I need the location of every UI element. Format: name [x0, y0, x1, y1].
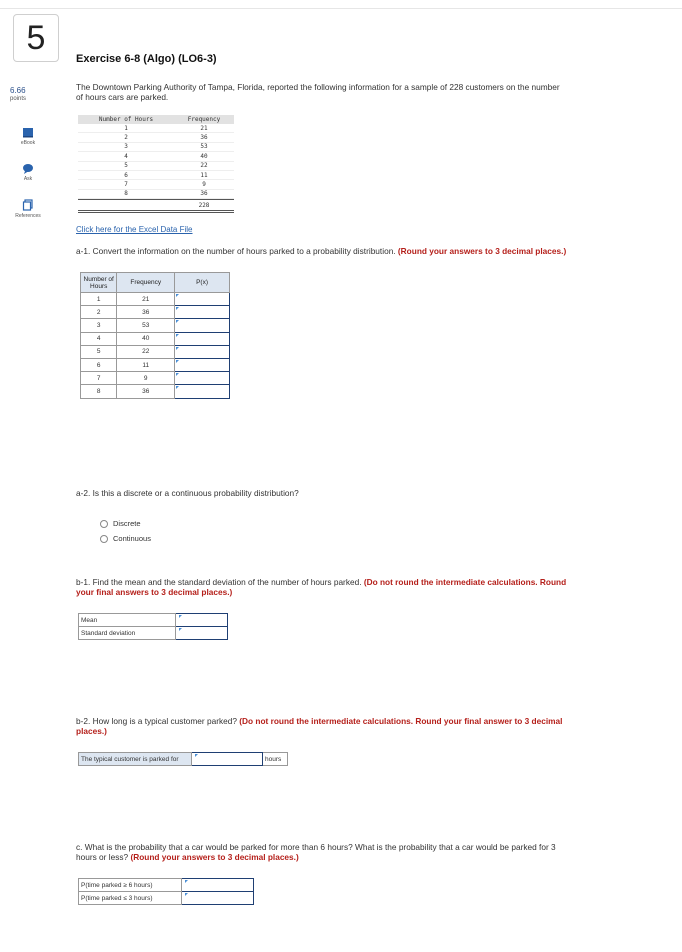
prob-cell-frequency: 21: [117, 293, 175, 306]
typical-label: The typical customer is parked for: [79, 753, 192, 766]
a1-instruction: (Round your answers to 3 decimal places.): [397, 246, 567, 256]
px-input[interactable]: [175, 358, 230, 371]
points-label: points: [10, 96, 27, 102]
prob-table-row: [81, 372, 230, 385]
prob-cell-hours: 5: [81, 345, 117, 358]
prob-cell-frequency: 40: [117, 332, 175, 345]
px-input[interactable]: [175, 385, 230, 398]
prob-header-frequency: Frequency: [117, 273, 175, 293]
raw-cell-hours: 8: [124, 190, 128, 198]
c-question: [76, 842, 556, 862]
raw-cell-hours: 1: [124, 124, 128, 132]
raw-cell-hours: 5: [124, 162, 128, 170]
raw-table-row: [78, 180, 234, 189]
a2-question: a-2. Is this a discrete or a continuous probability distribution?: [76, 488, 299, 498]
prob-header-hours: Number of Hours: [81, 273, 117, 293]
prob-table-row: [81, 358, 230, 371]
intro-line-1: The Downtown Parking Authority of Tampa, Florida, reported the following information for a sample of 228 customers on the number: [76, 82, 560, 92]
b2-instruction-1: (Do not round the intermediate calculations. Round your final answer to 3 decimal: [239, 716, 563, 726]
c-line-1: c. What is the probability that a car would be parked for more than 6 hours? What is the probability that a car would be parked for 3: [76, 842, 556, 852]
radio-circle-discrete[interactable]: [100, 520, 108, 528]
raw-table-row: [78, 162, 234, 171]
px-input[interactable]: [175, 319, 230, 332]
raw-table-row: [78, 143, 234, 152]
probability-table: [80, 272, 230, 399]
references-button[interactable]: [8, 199, 48, 219]
raw-cell-hours: 3: [124, 143, 128, 151]
prob-cell-hours: 8: [81, 385, 117, 398]
book-icon: [22, 127, 34, 138]
raw-table-row: [78, 190, 234, 199]
radio-discrete-label: Discrete: [113, 519, 141, 528]
prob-cell-frequency: 22: [117, 345, 175, 358]
raw-cell-hours: 7: [124, 181, 128, 189]
p-more-than-6-label: P(time parked ≥ 6 hours): [79, 879, 182, 892]
c-instruction: (Round your answers to 3 decimal places.): [130, 852, 299, 862]
prob-cell-hours: 3: [81, 319, 117, 332]
excel-data-link[interactable]: Click here for the Excel Data File: [76, 225, 193, 234]
b1-instruction-2: your final answers to 3 decimal places.): [76, 587, 233, 597]
prob-cell-frequency: 9: [117, 372, 175, 385]
a1-prefix: a-1. Convert the information on the number of hours parked to a probability distribution.: [76, 246, 396, 256]
raw-table-header: [78, 115, 234, 124]
raw-cell-frequency: 36: [200, 134, 208, 142]
p-3-or-less-input[interactable]: [182, 892, 254, 905]
ask-label: Ask: [23, 176, 33, 182]
mean-label: Mean: [79, 614, 176, 627]
raw-table-row: [78, 171, 234, 180]
prob-cell-frequency: 36: [117, 385, 175, 398]
raw-data-table: [78, 115, 234, 213]
px-input[interactable]: [175, 332, 230, 345]
radio-circle-continuous[interactable]: [100, 535, 108, 543]
raw-cell-hours: 4: [124, 152, 128, 160]
typical-input[interactable]: [192, 753, 263, 766]
prob-cell-hours: 1: [81, 293, 117, 306]
b1-question: [76, 577, 566, 597]
b1-prefix: b-1. Find the mean and the standard deviation of the number of hours parked.: [76, 577, 362, 587]
raw-cell-frequency: 11: [200, 171, 208, 179]
b2-question: [76, 716, 562, 736]
prob-cell-frequency: 36: [117, 306, 175, 319]
raw-table-row: [78, 152, 234, 161]
question-number: 5: [13, 14, 59, 62]
sd-label: Standard deviation: [79, 627, 176, 640]
copy-icon: [22, 199, 34, 211]
prob-table-row: [81, 306, 230, 319]
prob-cell-hours: 4: [81, 332, 117, 345]
chat-icon: [22, 163, 34, 174]
raw-cell-frequency: 9: [202, 181, 206, 189]
prob-cell-frequency: 11: [117, 358, 175, 371]
points-block: [10, 86, 26, 104]
intro-line-2: of hours cars are parked.: [76, 92, 169, 102]
mean-input[interactable]: [176, 614, 228, 627]
mean-sd-table: [78, 613, 228, 640]
raw-cell-frequency: 53: [200, 143, 208, 151]
px-input[interactable]: [175, 372, 230, 385]
prob-header-px: P(x): [175, 273, 230, 293]
prob-table-row: [81, 319, 230, 332]
px-input[interactable]: [175, 345, 230, 358]
prob-table-row: [81, 332, 230, 345]
raw-table-row: [78, 133, 234, 142]
page-title: Exercise 6-8 (Algo) (LO6-3): [76, 53, 217, 65]
raw-cell-hours: 2: [124, 134, 128, 142]
p-3-or-less-label: P(time parked ≤ 3 hours): [79, 892, 182, 905]
prob-table-row: [81, 385, 230, 398]
raw-table-row: [78, 124, 234, 133]
prob-cell-frequency: 53: [117, 319, 175, 332]
radio-continuous[interactable]: [100, 534, 151, 543]
prob-cell-hours: 6: [81, 358, 117, 371]
hours-unit: hours: [263, 753, 288, 766]
raw-header-hours: Number of Hours: [98, 116, 154, 123]
prob-table-row: [81, 345, 230, 358]
sd-input[interactable]: [176, 627, 228, 640]
a1-question: [76, 246, 566, 256]
prob-cell-hours: 2: [81, 306, 117, 319]
raw-cell-frequency: 40: [200, 152, 208, 160]
raw-header-frequency: Frequency: [187, 116, 221, 123]
ebook-label: eBook: [20, 140, 36, 146]
px-input[interactable]: [175, 306, 230, 319]
raw-cell-frequency: 36: [200, 190, 208, 198]
c-line-2: hours or less?: [76, 852, 129, 862]
ebook-button[interactable]: [8, 127, 48, 146]
b2-instruction-2: places.): [76, 726, 107, 736]
raw-table-total-row: [78, 199, 234, 213]
top-divider: [0, 8, 682, 9]
raw-table-total: 228: [198, 201, 210, 209]
typical-parked-table: [78, 752, 288, 766]
raw-cell-hours: 6: [124, 171, 128, 179]
px-input[interactable]: [175, 293, 230, 306]
radio-continuous-label: Continuous: [113, 534, 151, 543]
ask-button[interactable]: [8, 163, 48, 182]
intro-text: [76, 82, 560, 102]
prob-cell-hours: 7: [81, 372, 117, 385]
references-label: References: [15, 213, 41, 219]
points-value: 6.66: [10, 86, 26, 95]
b2-prefix: b-2. How long is a typical customer parked?: [76, 716, 237, 726]
b1-instruction-1: (Do not round the intermediate calculations. Round: [363, 577, 567, 587]
prob-table-row: [81, 293, 230, 306]
probability-answers-table: [78, 878, 254, 905]
raw-cell-frequency: 21: [200, 124, 208, 132]
raw-cell-frequency: 22: [200, 162, 208, 170]
radio-discrete[interactable]: [100, 519, 141, 528]
p-more-than-6-input[interactable]: [182, 879, 254, 892]
